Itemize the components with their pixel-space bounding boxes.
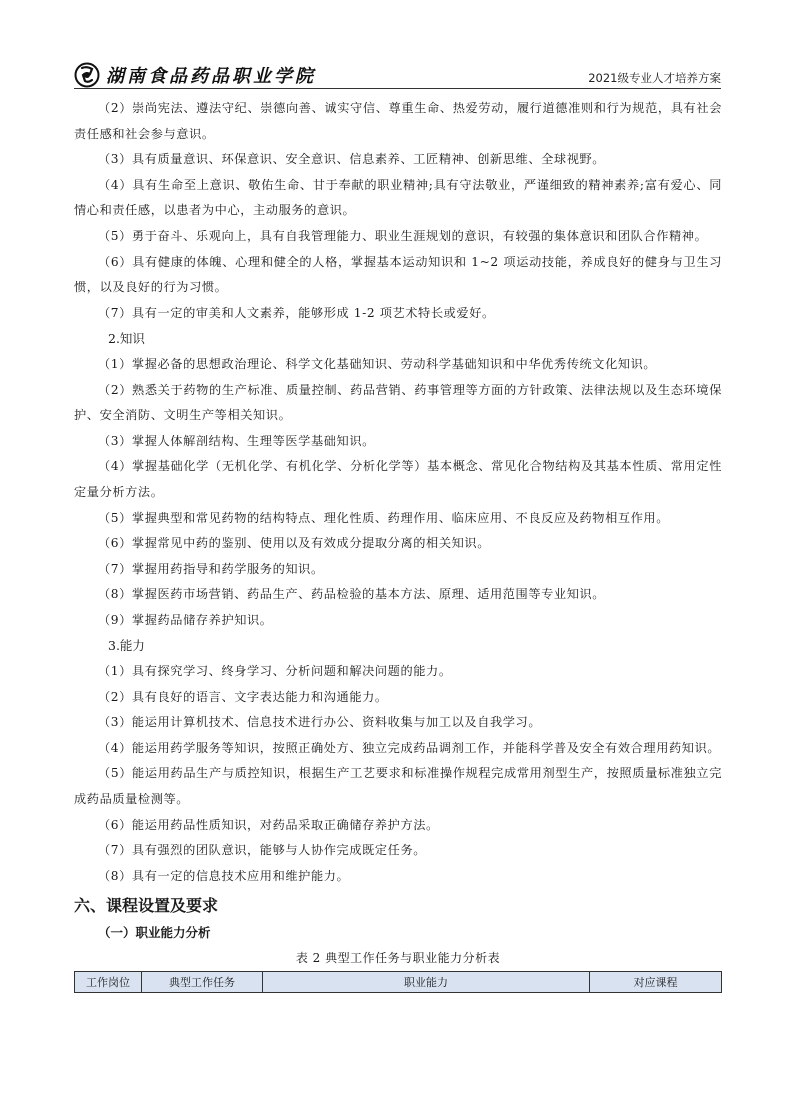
list-item: （7）掌握用药指导和药学服务的知识。 xyxy=(98,561,324,576)
document-body xyxy=(74,96,722,993)
list-item: （5）勇于奋斗、乐观向上，具有自我管理能力、职业生涯规划的意识，有较强的集体意识和团队合作精神。 xyxy=(98,228,708,243)
list-item: （8）掌握医药市场营销、药品生产、药品检验的基本方法、原理、适用范围等专业知识。 xyxy=(98,587,606,602)
table-caption: 表 2 典型工作任务与职业能力分析表 xyxy=(295,951,501,966)
section-title: 六、课程设置及要求 xyxy=(74,896,219,916)
list-item: （3）能运用计算机技术、信息技术进行办公、资料收集与加工以及自我学习。 xyxy=(98,715,542,730)
ability-heading: 3.能力 xyxy=(108,638,145,654)
list-item: （2）熟悉关于药物的生产标准、质量控制、药品营销、药事管理等方面的方针政策、法律法规以及生态环境保护、安全消防、文明生产等相关知识。 xyxy=(74,382,722,423)
quality-list xyxy=(74,96,722,326)
list-item: （6）掌握常见中药的鉴别、使用以及有效成分提取分离的相关知识。 xyxy=(98,536,490,551)
list-item: （4）掌握基础化学（无机化学、有机化学、分析化学等）基本概念、常见化合物结构及其基本性质、常用定性定量分析方法。 xyxy=(74,459,722,499)
list-item: （2）具有良好的语言、文字表达能力和沟通能力。 xyxy=(98,689,388,704)
school-name: 湖南食品药品职业学院 xyxy=(106,66,316,87)
ability-list xyxy=(74,659,722,889)
header-divider xyxy=(74,88,721,89)
list-item: （6）能运用药品性质知识，对药品采取正确储存养护方法。 xyxy=(98,817,439,832)
list-item: （3）掌握人体解剖结构、生理等医学基础知识。 xyxy=(98,433,375,448)
list-item: （5）能运用药品生产与质控知识，根据生产工艺要求和标准操作规程完成常用剂型生产，按照质量标准独立完成药品质量检测等。 xyxy=(74,766,722,807)
list-item: （8）具有一定的信息技术应用和维护能力。 xyxy=(98,868,350,883)
column-header: 典型工作任务 xyxy=(142,972,263,993)
column-header: 工作岗位 xyxy=(75,972,142,993)
list-item: （4）能运用药学服务等知识，按照正确处方、独立完成药品调剂工作，并能科学普及安全有效合理用药知识。 xyxy=(98,740,721,755)
list-item: （4）具有生命至上意识、敬佑生命、甘于奉献的职业精神;具有守法敬业，严谨细致的精神素养;富有爱心、同情心和责任感，以患者为中心，主动服务的意识。 xyxy=(74,177,722,218)
knowledge-list xyxy=(74,352,722,634)
list-item: （6）具有健康的体魄、心理和健全的人格，掌握基本运动知识和 1~2 项运动技能，养成良好的健身与卫生习惯，以及良好的行为习惯。 xyxy=(74,254,722,295)
ability-analysis-table xyxy=(74,971,722,993)
list-item: （7）具有一定的审美和人文素养，能够形成 1-2 项艺术特长或爱好。 xyxy=(98,305,495,320)
list-item: （1）具有探究学习、终身学习、分析问题和解决问题的能力。 xyxy=(98,664,452,679)
knowledge-heading: 2.知识 xyxy=(108,331,145,347)
school-logo xyxy=(74,62,316,88)
plan-title: 2021级专业人才培养方案 xyxy=(588,71,721,85)
list-item: （5）掌握典型和常见药物的结构特点、理化性质、药理作用、临床应用、不良反应及药物相互作用。 xyxy=(98,510,670,525)
list-item: （3）具有质量意识、环保意识、安全意识、信息素养、工匠精神、创新思维、全球视野。 xyxy=(98,152,606,167)
page-header xyxy=(74,62,721,90)
school-seal-icon xyxy=(74,62,100,88)
table-header-row xyxy=(75,972,722,993)
list-item: （1）掌握必备的思想政治理论、科学文化基础知识、劳动科学基础知识和中华优秀传统文化知识。 xyxy=(98,356,657,371)
list-item: （7）具有强烈的团队意识，能够与人协作完成既定任务。 xyxy=(98,843,427,858)
list-item: （2）崇尚宪法、遵法守纪、崇德向善、诚实守信、尊重生命、热爱劳动，履行道德准则和行为规范，具有社会责任感和社会参与意识。 xyxy=(74,101,722,141)
subsection-title: （一）职业能力分析 xyxy=(98,925,211,941)
column-header: 职业能力 xyxy=(263,972,590,993)
column-header: 对应课程 xyxy=(590,972,722,993)
list-item: （9）掌握药品储存养护知识。 xyxy=(98,612,273,627)
